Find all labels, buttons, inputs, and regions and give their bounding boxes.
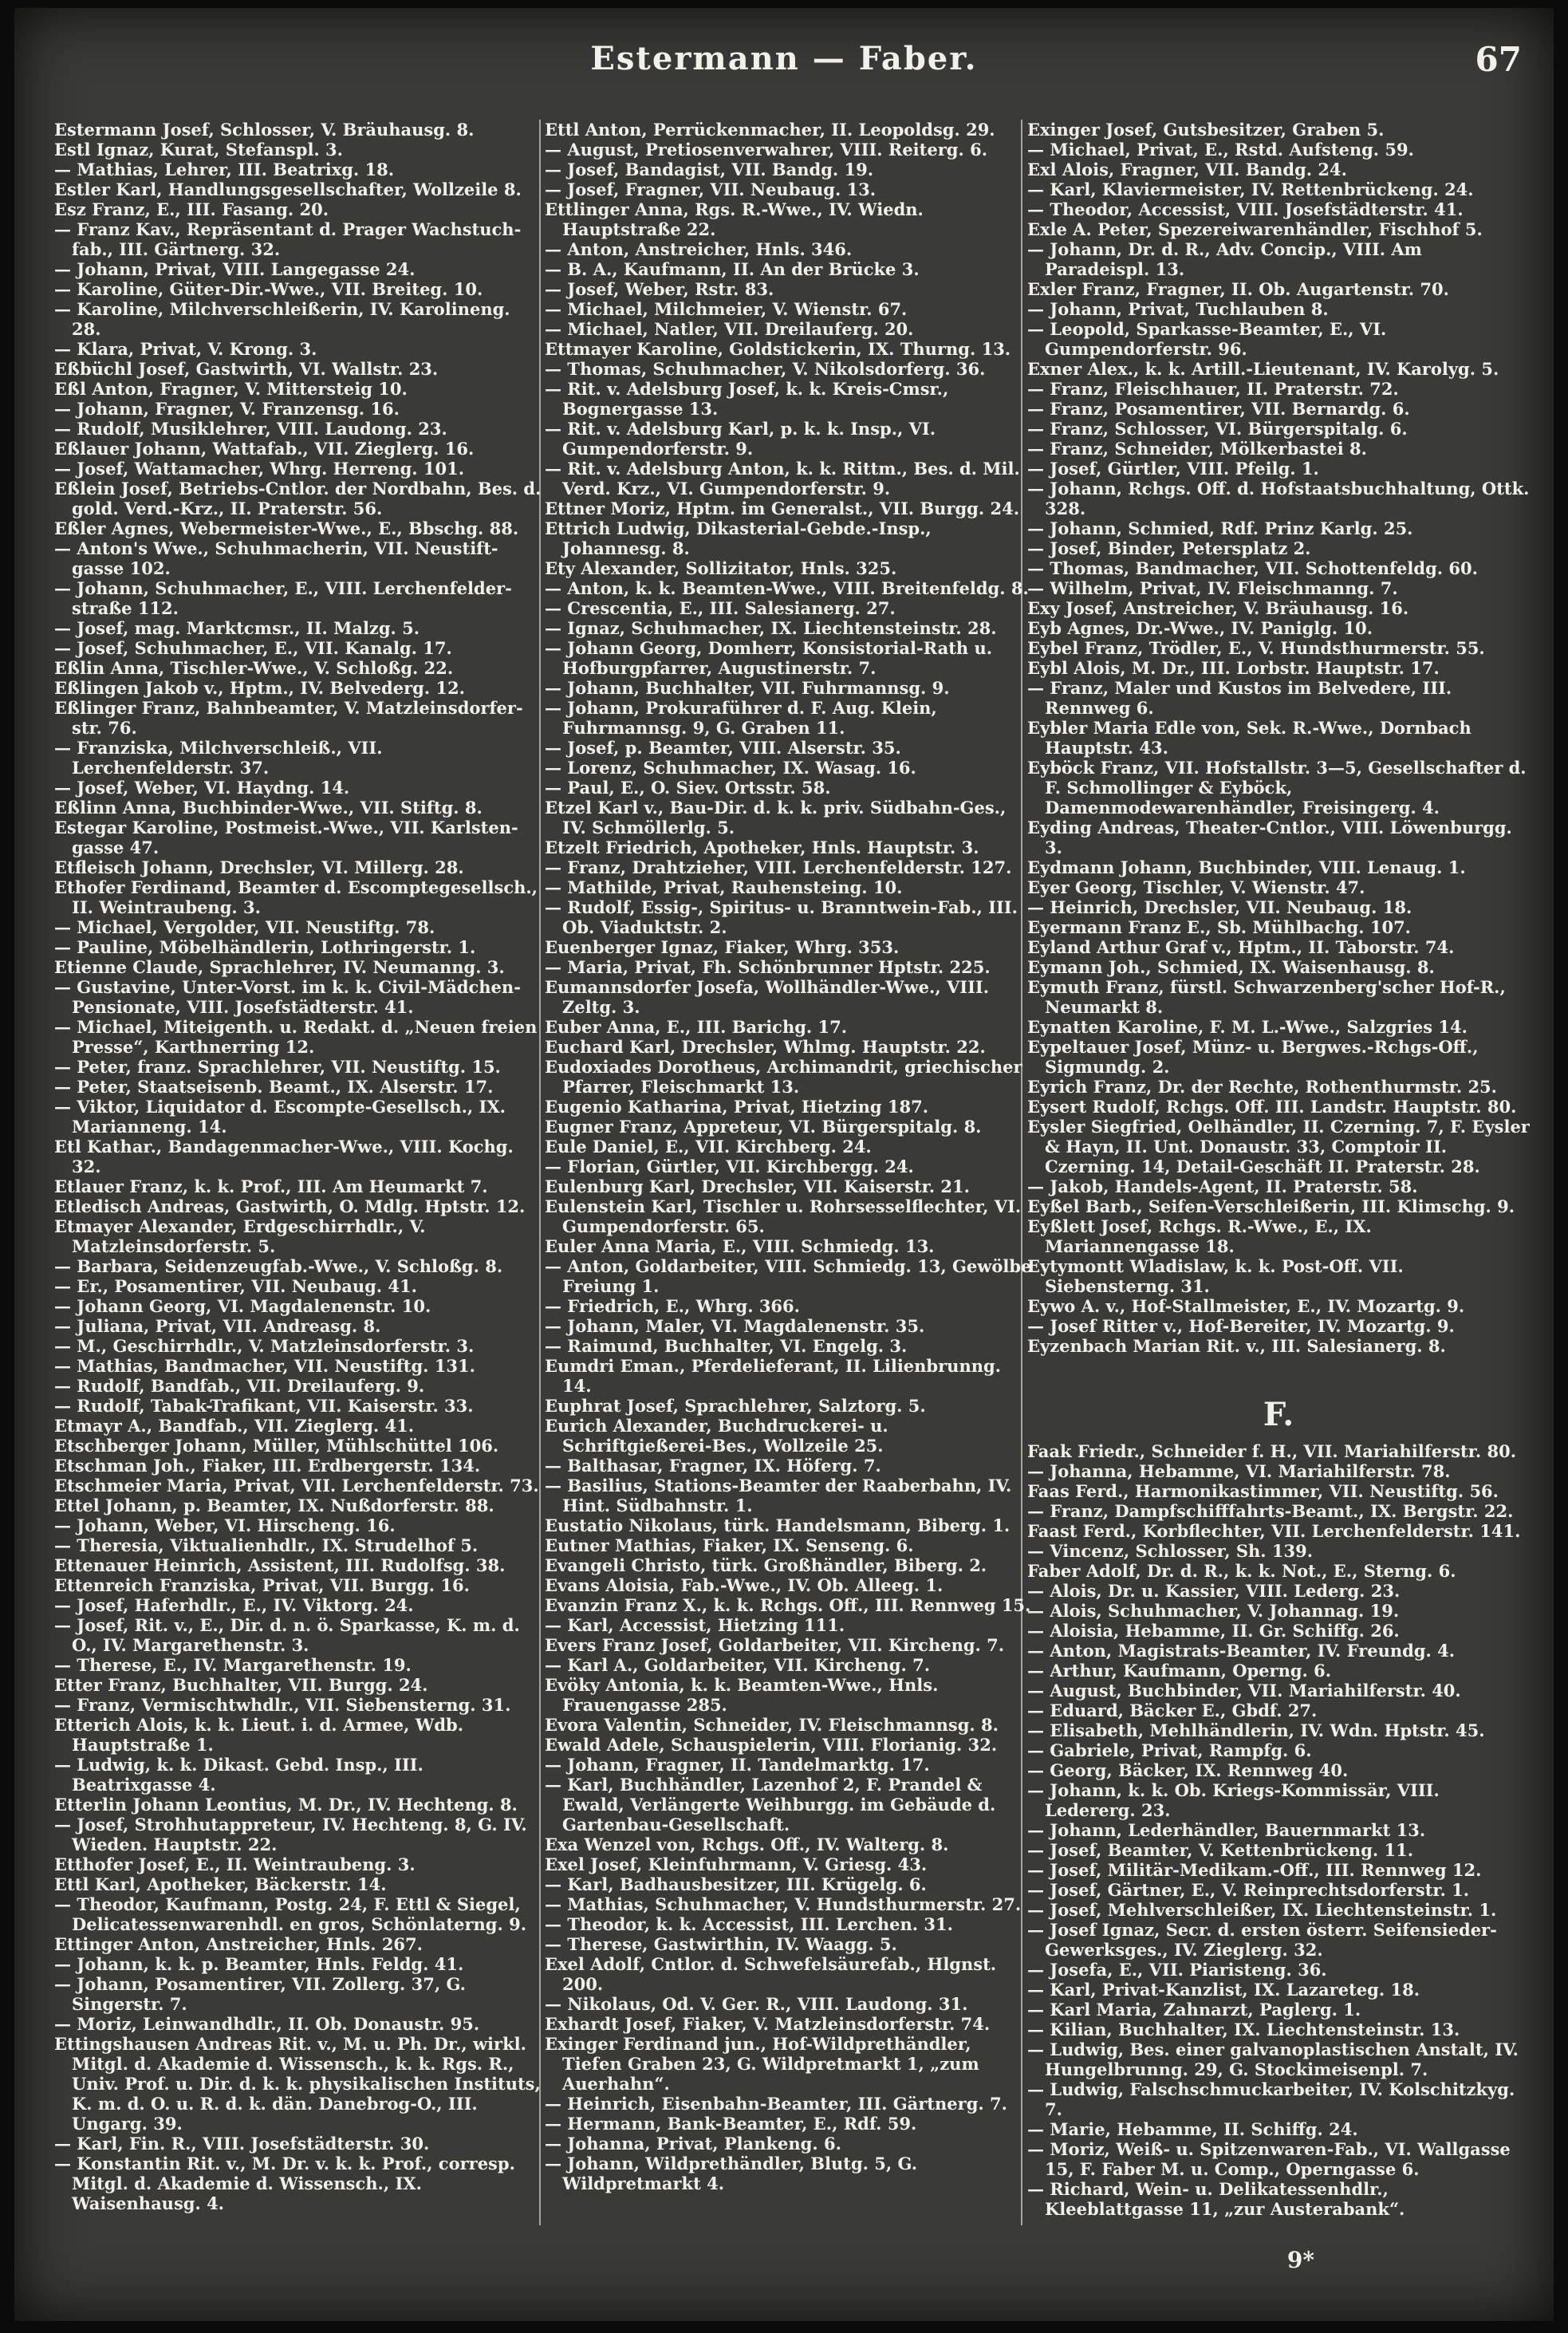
directory-entry: Eudoxiades Dorotheus, Archimandrit, griechischer Pfarrer, Fleischmarkt 13.	[545, 1057, 1022, 1097]
directory-entry: — Johann, Posamentirer, VII. Zollerg. 37, G. Singerstr. 7.	[54, 1974, 466, 2014]
directory-entry: Exinger Josef, Gutsbesitzer, Graben 5.	[1027, 120, 1385, 140]
directory-entry: — Crescentia, E., III. Salesianerg. 27.	[545, 598, 896, 618]
directory-entry: Eugenio Katharina, Privat, Hietzing 187.	[545, 1097, 929, 1117]
directory-entry: — Johann, k. k. Ob. Kriegs-Kommissär, VIII. Ledererg. 23.	[1027, 1780, 1440, 1820]
directory-entry: Euchard Karl, Drechsler, Whlmg. Hauptstr. 22.	[545, 1037, 986, 1057]
directory-entry: — Johann Georg, VI. Magdalenenstr. 10.	[54, 1296, 431, 1316]
directory-entry: — Josef, Mehlverschleißer, IX. Liechtensteinstr. 1.	[1027, 1900, 1497, 1920]
directory-entry: — Johann, Fragner, II. Tandelmarktg. 17.	[545, 1755, 930, 1775]
directory-entry: Etienne Claude, Sprachlehrer, IV. Neumanng. 3.	[54, 957, 505, 977]
directory-entry: — Michael, Milchmeier, V. Wienstr. 67.	[545, 299, 908, 319]
directory-entry: Faak Friedr., Schneider f. H., VII. Mariahilferstr. 80.	[1027, 1441, 1517, 1461]
directory-entry: — Rudolf, Tabak-Trafikant, VII. Kaiserstr. 33.	[54, 1396, 474, 1416]
directory-entry: — Aloisia, Hebamme, II. Gr. Schiffg. 26.	[1027, 1621, 1400, 1641]
directory-entry: Exel Josef, Kleinfuhrmann, V. Griesg. 43.	[545, 1854, 928, 1874]
directory-entry: Esz Franz, E., III. Fasang. 20.	[54, 199, 329, 219]
directory-entry: Ettlinger Anna, Rgs. R.-Wwe., IV. Wiedn. Hauptstraße 22.	[545, 199, 924, 239]
directory-entry: Etterich Alois, k. k. Lieut. i. d. Armee, Wdb. Hauptstraße 1.	[54, 1715, 464, 1755]
directory-entry: Eyßlett Josef, Rchgs. R.-Wwe., E., IX. Mariannengasse 18.	[1027, 1216, 1372, 1256]
directory-entry: — Rit. v. Adelsburg Anton, k. k. Rittm., Bes. d. Mil. Verd. Krz., VI. Gumpendorferstr. 9.	[545, 459, 1020, 499]
directory-entry: — Josef, Gürtler, VIII. Pfeilg. 1.	[1027, 459, 1319, 479]
directory-entry: Evora Valentin, Schneider, IV. Fleischmannsg. 8.	[545, 1715, 999, 1735]
directory-entry: — Karoline, Güter-Dir.-Wwe., VII. Breiteg. 10.	[54, 279, 483, 299]
directory-entry: — Ludwig, Bes. einer galvanoplastischen Anstalt, IV. Hungelbrunng. 29, G. Stockimeisenpl. 7.	[1027, 2039, 1519, 2079]
directory-entry: — Therese, Gastwirthin, IV. Waagg. 5.	[545, 1934, 897, 1954]
directory-entry: — Josef Ritter v., Hof-Bereiter, IV. Mozartg. 9.	[1027, 1316, 1455, 1336]
directory-entry: Eyer Georg, Tischler, V. Wienstr. 47.	[1027, 877, 1365, 897]
directory-entry: Etzelt Friedrich, Apotheker, Hnls. Hauptstr. 3.	[545, 837, 979, 857]
directory-entry: — Franz Kav., Repräsentant d. Prager Wachstuch-fab., III. Gärtnerg. 32.	[54, 219, 522, 259]
directory-entry: — Karl Maria, Zahnarzt, Paglerg. 1.	[1027, 2000, 1361, 2020]
directory-entry: — Karl, Accessist, Hietzing 111.	[545, 1615, 845, 1635]
directory-entry: Evans Aloisia, Fab.-Wwe., IV. Ob. Alleeg. 1.	[545, 1575, 944, 1595]
directory-entry: — Michael, Miteigenth. u. Redakt. d. „Neuen freien Presse“, Karthnerring 12.	[54, 1017, 538, 1057]
directory-entry: Ettinger Anton, Anstreicher, Hnls. 267.	[54, 1934, 423, 1954]
directory-entry: — Johann, Schuhmacher, E., VIII. Lerchenfelder-straße 112.	[54, 578, 512, 618]
directory-entry: Eyböck Franz, VII. Hofstallstr. 3—5, Gesellschafter d. F. Schmollinger & Eyböck, Damenmodewarenhändler, Freisingerg. 4.	[1027, 758, 1527, 818]
directory-entry: Ettingshausen Andreas Rit. v., M. u. Ph. Dr., wirkl. Mitgl. d. Akademie d. Wissensch., k. k. Rgs. R., Univ. Prof. u. Dir. d. k. k. physikalischen Instituts, K. m. d. O. u. R. d. k. dän. Danebrog-O., III. Ungarg. 39.	[54, 2034, 541, 2134]
directory-entry: Euphrat Josef, Sprachlehrer, Salztorg. 5.	[545, 1396, 926, 1416]
directory-entry: — Rit. v. Adelsburg Josef, k. k. Kreis-Cmsr., Bognergasse 13.	[545, 379, 949, 419]
directory-entry: — Lorenz, Schuhmacher, IX. Wasag. 16.	[545, 758, 916, 778]
directory-entry: — Karl, Badhausbesitzer, III. Krügelg. 6.	[545, 1874, 927, 1894]
directory-entry: — Franz, Vermischtwhdlr., VII. Siebensterng. 31.	[54, 1695, 511, 1715]
directory-entry: — Josef, Haferhdlr., E., IV. Viktorg. 24.	[54, 1595, 414, 1615]
directory-entry: Exy Josef, Anstreicher, V. Bräuhausg. 16.	[1027, 598, 1409, 618]
directory-entry: Ettmayer Karoline, Goldstickerin, IX. Thurng. 13.	[545, 339, 1011, 359]
directory-entry: — Theodor, Kaufmann, Postg. 24, F. Ettl & Siegel, Delicatessenwarenhdl. en gros, Schönlaterng. 9.	[54, 1894, 527, 1934]
directory-entry: — Josef, Weber, Rstr. 83.	[545, 279, 774, 299]
directory-entry: — Karl, Klaviermeister, IV. Rettenbrückeng. 24.	[1027, 179, 1474, 199]
directory-entry: Eyermann Franz E., Sb. Mühlbachg. 107.	[1027, 917, 1411, 937]
directory-entry: Etter Franz, Buchhalter, VII. Burgg. 24.	[54, 1675, 428, 1695]
directory-entry: Eywo A. v., Hof-Stallmeister, E., IV. Mozartg. 9.	[1027, 1296, 1465, 1316]
directory-entry: Exel Adolf, Cntlor. d. Schwefelsäurefab., Hlgnst. 200.	[545, 1954, 997, 1994]
directory-entry: Eßlingen Jakob v., Hptm., IV. Belvederg. 12.	[54, 678, 465, 698]
directory-entry: Eule Daniel, E., VII. Kirchberg. 24.	[545, 1137, 872, 1157]
directory-entry: — Josef, Schuhmacher, E., VII. Kanalg. 17.	[54, 638, 452, 658]
directory-entry: — Thomas, Bandmacher, VII. Schottenfeldg. 60.	[1027, 558, 1478, 578]
directory-entry: — Juliana, Privat, VII. Andreasg. 8.	[54, 1316, 381, 1336]
directory-entry: Ettrich Ludwig, Dikasterial-Gebde.-Insp., Johannesg. 8.	[545, 518, 932, 558]
directory-entry: Eysler Siegfried, Oelhändler, II. Czerning. 7, F. Eysler & Hayn, II. Unt. Donaustr. 33, Comptoir II. Czerning. 14, Detail-Geschäft II. Praterstr. 28.	[1027, 1117, 1530, 1176]
directory-entry: Etschmeier Maria, Privat, VII. Lerchenfelderstr. 73.	[54, 1476, 539, 1496]
directory-entry: Eßbüchl Josef, Gastwirth, VI. Wallstr. 23.	[54, 359, 439, 379]
directory-entry: — Johann, Fragner, V. Franzensg. 16.	[54, 399, 400, 419]
directory-entry: — Josef, Beamter, V. Kettenbrückeng. 11.	[1027, 1840, 1414, 1860]
directory-entry: — Johann, Maler, VI. Magdalenenstr. 35.	[545, 1316, 925, 1336]
directory-entry: — Heinrich, Eisenbahn-Beamter, III. Gärtnerg. 7.	[545, 2094, 1007, 2114]
directory-entry: Etl Kathar., Bandagenmacher-Wwe., VIII. Kochg. 32.	[54, 1137, 514, 1176]
directory-entry: Eydmann Johann, Buchbinder, VIII. Lenaug. 1.	[1027, 857, 1466, 877]
directory-entry: — Richard, Wein- u. Delikatessenhdlr., Kleeblattgasse 11, „zur Austerabank“.	[1027, 2179, 1405, 2219]
signature-mark: 9*	[1286, 2247, 1314, 2273]
directory-entry: — Moriz, Leinwandhdlr., II. Ob. Donaustr. 95.	[54, 2014, 480, 2034]
directory-entry: — Ignaz, Schuhmacher, IX. Liechtensteinstr. 28.	[545, 618, 997, 638]
directory-entry: — Ludwig, Falschschmuckarbeiter, IV. Kolschitzkyg. 7.	[1027, 2079, 1515, 2119]
directory-entry: Eugner Franz, Appreteur, VI. Bürgerspitalg. 8.	[545, 1117, 982, 1137]
directory-entry: — Therese, E., IV. Margarethenstr. 19.	[54, 1655, 412, 1675]
directory-entry: — Kilian, Buchhalter, IX. Liechtensteinstr. 13.	[1027, 2020, 1460, 2039]
directory-entry: — Franz, Schneider, Mölkerbastei 8.	[1027, 439, 1367, 459]
directory-entry: Euenberger Ignaz, Fiaker, Whrg. 353.	[545, 937, 900, 957]
page-number: 67	[1475, 40, 1522, 79]
directory-entry: Eßlauer Johann, Wattafab., VII. Zieglerg. 16.	[54, 439, 475, 459]
directory-entry: — Hermann, Bank-Beamter, E., Rdf. 59.	[545, 2114, 917, 2134]
directory-entry: — Karl A., Goldarbeiter, VII. Kircheng. 7.	[545, 1655, 931, 1675]
directory-entry: — Alois, Dr. u. Kassier, VIII. Lederg. 23.	[1027, 1581, 1401, 1601]
directory-entry: Eyßel Barb., Seifen-Verschleißerin, III. Klimschg. 9.	[1027, 1196, 1515, 1216]
directory-entry: — Anton, k. k. Beamten-Wwe., VIII. Breitenfeldg. 8.	[545, 578, 1029, 598]
directory-entry: — Johann, Dr. d. R., Adv. Concip., VIII. Am Paradeispl. 13.	[1027, 239, 1422, 279]
directory-entry: Estler Karl, Handlungsgesellschafter, Wollzeile 8.	[54, 179, 522, 199]
directory-entry: Eybl Alois, M. Dr., III. Lorbstr. Hauptstr. 17.	[1027, 658, 1440, 678]
directory-entry: — Wilhelm, Privat, IV. Fleischmanng. 7.	[1027, 578, 1398, 598]
directory-entry: Eßl Anton, Fragner, V. Mittersteig 10.	[54, 379, 408, 399]
directory-entry: — Konstantin Rit. v., M. Dr. v. k. k. Prof., corresp. Mitgl. d. Akademie d. Wissensch., IX. Waisenhausg. 4.	[54, 2154, 515, 2213]
directory-entry: — Nikolaus, Od. V. Ger. R., VIII. Laudong. 31.	[545, 1994, 968, 2014]
directory-entry: Ety Alexander, Sollizitator, Hnls. 325.	[545, 558, 897, 578]
directory-entry: Etlauer Franz, k. k. Prof., III. Am Heumarkt 7.	[54, 1176, 488, 1196]
directory-entry: — Johann, Lederhändler, Bauernmarkt 13.	[1027, 1820, 1426, 1840]
directory-entry: — August, Pretiosenverwahrer, VIII. Reiterg. 6.	[545, 140, 988, 160]
section-letter: F.	[1263, 1396, 1294, 1433]
directory-entry: — Anton's Wwe., Schuhmacherin, VII. Neustift-gasse 102.	[54, 538, 498, 578]
directory-entry: Estermann Josef, Schlosser, V. Bräuhausg. 8.	[54, 120, 475, 140]
directory-entry: — Johann, Privat, Tuchlauben 8.	[1027, 299, 1329, 319]
directory-entry: Estegar Karoline, Postmeist.-Wwe., VII. Karlsten-gasse 47.	[54, 818, 518, 857]
directory-entry: Eßlinger Franz, Bahnbeamter, V. Matzleinsdorfer-str. 76.	[54, 698, 523, 738]
directory-entry: — Franz, Drahtzieher, VIII. Lerchenfelderstr. 127.	[545, 857, 1012, 877]
directory-entry: Ettel Johann, p. Beamter, IX. Nußdorferstr. 88.	[54, 1496, 494, 1515]
directory-column-1	[54, 120, 545, 2257]
directory-entry: Ettenauer Heinrich, Assistent, III. Rudolfsg. 38.	[54, 1555, 506, 1575]
directory-entry: — Rudolf, Essig-, Spiritus- u. Branntwein-Fab., III. Ob. Viaduktstr. 2.	[545, 897, 1018, 937]
directory-entry: — Josef, Gärtner, E., V. Reinprechtsdorferstr. 1.	[1027, 1880, 1470, 1900]
directory-entry: — Heinrich, Drechsler, VII. Neubaug. 18.	[1027, 897, 1412, 917]
directory-entry: Eßler Agnes, Webermeister-Wwe., E., Bbschg. 88.	[54, 518, 519, 538]
directory-entry: — August, Buchbinder, VII. Mariahilferstr. 40.	[1027, 1681, 1461, 1700]
directory-entry: Eustatio Nikolaus, türk. Handelsmann, Biberg. 1.	[545, 1515, 1011, 1535]
directory-entry: — Johann, Weber, VI. Hirscheng. 16.	[54, 1515, 396, 1535]
directory-entry: — Josef, Fragner, VII. Neubaug. 13.	[545, 179, 877, 199]
directory-entry: — Franz, Schlosser, VI. Bürgerspitalg. 6.	[1027, 419, 1408, 439]
directory-entry: — Marie, Hebamme, II. Schiffg. 24.	[1027, 2119, 1358, 2139]
directory-entry: — Gustavine, Unter-Vorst. im k. k. Civil-Mädchen-Pensionate, VIII. Josefstädterstr. 41.	[54, 977, 521, 1017]
running-head: Estermann — Faber.	[590, 40, 978, 77]
directory-entry: — Arthur, Kaufmann, Operng. 6.	[1027, 1661, 1332, 1681]
directory-entry: — Alois, Schuhmacher, V. Johannag. 19.	[1027, 1601, 1400, 1621]
directory-entry: — Mathias, Schuhmacher, V. Hundsthurmerstr. 27.	[545, 1894, 1022, 1914]
directory-entry: Ewald Adele, Schauspielerin, VIII. Florianig. 32.	[545, 1735, 998, 1755]
directory-entry: Exler Franz, Fragner, II. Ob. Augartenstr. 70.	[1027, 279, 1449, 299]
directory-entry: — Karoline, Milchverschleißerin, IV. Karolineng. 28.	[54, 299, 510, 339]
directory-entry: — Gabriele, Privat, Rampfg. 6.	[1027, 1740, 1312, 1760]
directory-entry: Evöky Antonia, k. k. Beamten-Wwe., Hnls. Frauengasse 285.	[545, 1675, 939, 1715]
directory-entry: Eumdri Eman., Pferdelieferant, II. Lilienbrunng. 14.	[545, 1356, 1001, 1396]
directory-entry: Eymuth Franz, fürstl. Schwarzenberg'scher Hof-R., Neumarkt 8.	[1027, 977, 1506, 1017]
directory-entry: — Basilius, Stations-Beamter der Raaberbahn, IV. Hint. Südbahnstr. 1.	[545, 1476, 1012, 1515]
directory-entry: — Josef Ignaz, Secr. d. ersten österr. Seifensieder-Gewerksges., IV. Zieglerg. 32.	[1027, 1920, 1497, 1960]
directory-entry: Ettenreich Franziska, Privat, VII. Burgg. 16.	[54, 1575, 470, 1595]
directory-entry: — Theresia, Viktualienhdlr., IX. Strudelhof 5.	[54, 1535, 479, 1555]
directory-entry: Eynatten Karoline, F. M. L.-Wwe., Salzgries 14.	[1027, 1017, 1468, 1037]
directory-entry: — Mathias, Bandmacher, VII. Neustiftg. 131.	[54, 1356, 475, 1376]
directory-entry: Etledisch Andreas, Gastwirth, O. Mdlg. Hptstr. 12.	[54, 1196, 526, 1216]
directory-entry: Exa Wenzel von, Rchgs. Off., IV. Walterg. 8.	[545, 1834, 949, 1854]
directory-entry: Evangeli Christo, türk. Großhändler, Biberg. 2.	[545, 1555, 987, 1575]
directory-entry: Ettl Anton, Perrückenmacher, II. Leopoldsg. 29.	[545, 120, 995, 140]
directory-entry: — Thomas, Schuhmacher, V. Nikolsdorferg. 36.	[545, 359, 986, 379]
directory-entry: — Josef, mag. Marktcmsr., II. Malzg. 5.	[54, 618, 420, 638]
directory-entry: Exner Alex., k. k. Artill.-Lieutenant, IV. Karolyg. 5.	[1027, 359, 1499, 379]
directory-entry: — Franz, Posamentirer, VII. Bernardg. 6.	[1027, 399, 1410, 419]
directory-entry: Exhardt Josef, Fiaker, V. Matzleinsdorferstr. 74.	[545, 2014, 991, 2034]
directory-entry: Exle A. Peter, Spezereiwarenhändler, Fischhof 5.	[1027, 219, 1483, 239]
directory-entry: Faas Ferd., Harmonikastimmer, VII. Neustiftg. 56.	[1027, 1481, 1499, 1501]
directory-entry: Faast Ferd., Korbflechter, VII. Lerchenfelderstr. 141.	[1027, 1521, 1521, 1541]
directory-entry: — Josef, Strohhutappreteur, IV. Hechteng. 8, G. IV. Wieden. Hauptstr. 22.	[54, 1815, 527, 1854]
directory-entry: — Elisabeth, Mehlhändlerin, IV. Wdn. Hptstr. 45.	[1027, 1720, 1485, 1740]
directory-entry: — Leopold, Sparkasse-Beamter, E., VI. Gumpendorferstr. 96.	[1027, 319, 1387, 359]
directory-entry: Evanzin Franz X., k. k. Rchgs. Off., III. Rennweg 15.	[545, 1595, 1031, 1615]
directory-entry: — Josef, Wattamacher, Whrg. Herreng. 101.	[54, 459, 465, 479]
directory-entry: — Theodor, k. k. Accessist, III. Lerchen. 31.	[545, 1914, 953, 1934]
directory-entry: — Ludwig, k. k. Dikast. Gebd. Insp., III. Beatrixgasse 4.	[54, 1755, 424, 1795]
directory-entry: — Barbara, Seidenzeugfab.-Wwe., V. Schloßg. 8.	[54, 1256, 503, 1276]
directory-entry: Eurich Alexander, Buchdruckerei- u. Schriftgießerei-Bes., Wollzeile 25.	[545, 1416, 888, 1456]
directory-entry: Estl Ignaz, Kurat, Stefanspl. 3.	[54, 140, 343, 160]
directory-entry: — Michael, Natler, VII. Dreilauferg. 20.	[545, 319, 914, 339]
directory-entry: — Johann, Rchgs. Off. d. Hofstaatsbuchhaltung, Ottk. 328.	[1027, 479, 1530, 518]
directory-entry: Eulenstein Karl, Tischler u. Rohrsesselflechter, VI. Gumpendorferstr. 65.	[545, 1196, 1022, 1236]
directory-entry: Eßlin Anna, Tischler-Wwe., V. Schloßg. 22.	[54, 658, 454, 678]
directory-entry: — Raimund, Buchhalter, VI. Engelg. 3.	[545, 1336, 908, 1356]
directory-entry: — Georg, Bäcker, IX. Rennweg 40.	[1027, 1760, 1349, 1780]
directory-entry: — Michael, Vergolder, VII. Neustiftg. 78.	[54, 917, 435, 937]
directory-entry: — Friedrich, E., Whrg. 366.	[545, 1296, 800, 1316]
directory-entry: Faber Adolf, Dr. d. R., k. k. Not., E., Sterng. 6.	[1027, 1561, 1456, 1581]
directory-entry: — Er., Posamentirer, VII. Neubaug. 41.	[54, 1276, 417, 1296]
directory-entry: — Josef, Binder, Petersplatz 2.	[1027, 538, 1311, 558]
directory-entry: — Johann Georg, Domherr, Konsistorial-Rath u. Hofburgpfarrer, Augustinerstr. 7.	[545, 638, 993, 678]
directory-entry: — Johann, Buchhalter, VII. Fuhrmannsg. 9.	[545, 678, 950, 698]
directory-entry: — Pauline, Möbelhändlerin, Lothringerstr. 1.	[54, 937, 476, 957]
directory-entry: Eybler Maria Edle von, Sek. R.-Wwe., Dornbach Hauptstr. 43.	[1027, 718, 1471, 758]
directory-entry: — Josef, p. Beamter, VIII. Alserstr. 35.	[545, 738, 901, 758]
directory-entry: — Theodor, Accessist, VIII. Josefstädterstr. 41.	[1027, 199, 1464, 219]
directory-entry: Eumannsdorfer Josefa, Wollhändler-Wwe., VIII. Zeltg. 3.	[545, 977, 990, 1017]
directory-entry: — Karl, Privat-Kanzlist, IX. Lazareteg. 18.	[1027, 1980, 1420, 2000]
directory-entry: Eyb Agnes, Dr.-Wwe., IV. Paniglg. 10.	[1027, 618, 1373, 638]
directory-entry: Ettner Moriz, Hptm. im Generalst., VII. Burgg. 24.	[545, 499, 1020, 518]
directory-entry: — Viktor, Liquidator d. Escompte-Gesellsch., IX. Marianneng. 14.	[54, 1097, 506, 1137]
directory-entry: — Michael, Privat, E., Rstd. Aufsteng. 59.	[1027, 140, 1414, 160]
directory-entry: Eutner Mathias, Fiaker, IX. Senseng. 6.	[545, 1535, 914, 1555]
directory-entry: — Moriz, Weiß- u. Spitzenwaren-Fab., VI. Wallgasse 15, F. Faber M. u. Comp., Operngasse 6.	[1027, 2139, 1511, 2179]
directory-entry: Eyding Andreas, Theater-Cntlor., VIII. Löwenburgg. 3.	[1027, 818, 1512, 857]
directory-entry: Etthofer Josef, E., II. Weintraubeng. 3.	[54, 1854, 416, 1874]
directory-entry: Eyland Arthur Graf v., Hptm., II. Taborstr. 74.	[1027, 937, 1455, 957]
directory-entry: Ettl Karl, Apotheker, Bäckerstr. 14.	[54, 1874, 387, 1894]
directory-entry: — Vincenz, Schlosser, Sh. 139.	[1027, 1541, 1314, 1561]
directory-entry: Exinger Ferdinand jun., Hof-Wildprethändler, Tiefen Graben 23, G. Wildpretmarkt 1, „zum Auerhahn“.	[545, 2034, 979, 2094]
directory-entry: — Josefa, E., VII. Piaristeng. 36.	[1027, 1960, 1327, 1980]
directory-entry: Etmayr A., Bandfab., VII. Zieglerg. 41.	[54, 1416, 415, 1436]
directory-entry: — Josef, Bandagist, VII. Bandg. 19.	[545, 160, 874, 179]
directory-entry: — Mathias, Lehrer, III. Beatrixg. 18.	[54, 160, 395, 179]
directory-entry: — Johann, Wildprethändler, Blutg. 5, G. Wildpretmarkt 4.	[545, 2154, 918, 2193]
directory-entry: — Rudolf, Bandfab., VII. Dreilauferg. 9.	[54, 1376, 425, 1396]
directory-entry: — Klara, Privat, V. Krong. 3.	[54, 339, 317, 359]
directory-entry: Eßlein Josef, Betriebs-Cntlor. der Nordbahn, Bes. d. gold. Verd.-Krz., II. Praterstr. 56.	[54, 479, 542, 518]
page-header	[14, 40, 1554, 96]
directory-column-2	[545, 120, 1035, 2257]
directory-entry: — Josef, Weber, VI. Haydng. 14.	[54, 778, 350, 798]
directory-entry: — Johann, Prokuraführer d. F. Aug. Klein, Fuhrmannsg. 9, G. Graben 11.	[545, 698, 937, 738]
directory-entry: — Josef, Rit. v., E., Dir. d. n. ö. Sparkasse, K. m. d. O., IV. Margarethenstr. 3.	[54, 1615, 520, 1655]
directory-entry: — Eduard, Bäcker E., Gbdf. 27.	[1027, 1700, 1318, 1720]
directory-entry: — Rit. v. Adelsburg Karl, p. k. k. Insp., VI. Gumpendorferstr. 9.	[545, 419, 936, 459]
directory-entry: — Rudolf, Musiklehrer, VIII. Laudong. 23.	[54, 419, 447, 439]
directory-entry: — Anton, Anstreicher, Hnls. 346.	[545, 239, 853, 259]
directory-entry: — Peter, franz. Sprachlehrer, VII. Neustiftg. 15.	[54, 1057, 501, 1077]
directory-entry: Etterlin Johann Leontius, M. Dr., IV. Hechteng. 8.	[54, 1795, 518, 1815]
directory-entry: — Karl, Fin. R., VIII. Josefstädterstr. 30.	[54, 2134, 430, 2154]
directory-entry: Etschman Joh., Fiaker, III. Erdbergerstr. 134.	[54, 1456, 481, 1476]
directory-entry: — Johanna, Privat, Plankeng. 6.	[545, 2134, 841, 2154]
directory-entry: Eysert Rudolf, Rchgs. Off. III. Landstr. Hauptstr. 80.	[1027, 1097, 1517, 1117]
directory-entry: Eybel Franz, Trödler, E., V. Hundsthurmerstr. 55.	[1027, 638, 1485, 658]
directory-entry: — Mathilde, Privat, Rauhensteing. 10.	[545, 877, 903, 897]
directory-entry: — Jakob, Handels-Agent, II. Praterstr. 58.	[1027, 1176, 1418, 1196]
directory-entry: Eypeltauer Josef, Münz- u. Bergwes.-Rchgs-Off., Sigmundg. 2.	[1027, 1037, 1479, 1077]
directory-entry: — Franziska, Milchverschleiß., VII. Lerchenfelderstr. 37.	[54, 738, 383, 778]
directory-entry: — Anton, Goldarbeiter, VIII. Schmiedg. 13, Gewölbe Freiung 1.	[545, 1256, 1032, 1296]
directory-entry: — Peter, Staatseisenb. Beamt., IX. Alserstr. 17.	[54, 1077, 494, 1097]
directory-entry: — Josef, Militär-Medikam.-Off., III. Rennweg 12.	[1027, 1860, 1482, 1880]
directory-entry: — Johanna, Hebamme, VI. Mariahilferstr. 78.	[1027, 1461, 1451, 1481]
directory-entry: Euler Anna Maria, E., VIII. Schmiedg. 13.	[545, 1236, 935, 1256]
directory-entry: — B. A., Kaufmann, II. An der Brücke 3.	[545, 259, 920, 279]
directory-entry: — Johann, k. k. p. Beamter, Hnls. Feldg. 41.	[54, 1954, 464, 1974]
directory-entry: Eulenburg Karl, Drechsler, VII. Kaiserstr. 21.	[545, 1176, 970, 1196]
directory-entry: Ethofer Ferdinand, Beamter d. Escomptegesellsch., II. Weintraubeng. 3.	[54, 877, 538, 917]
directory-entry: — Maria, Privat, Fh. Schönbrunner Hptstr. 225.	[545, 957, 991, 977]
directory-entry: Etmayer Alexander, Erdgeschirrhdlr., V. Matzleinsdorferstr. 5.	[54, 1216, 426, 1256]
directory-entry: Eymann Joh., Schmied, IX. Waisenhausg. 8.	[1027, 957, 1435, 977]
directory-entry: — Balthasar, Fragner, IX. Höferg. 7.	[545, 1456, 881, 1476]
directory-entry: Eßlinn Anna, Buchbinder-Wwe., VII. Stiftg. 8.	[54, 798, 483, 818]
directory-column-3	[1027, 120, 1530, 2257]
directory-entry: Euber Anna, E., III. Barichg. 17.	[545, 1017, 848, 1037]
directory-entry: Eyzenbach Marian Rit. v., III. Salesianerg. 8.	[1027, 1336, 1446, 1356]
directory-entry: — Johann, Privat, VIII. Langegasse 24.	[54, 259, 416, 279]
directory-entry: — Johann, Schmied, Rdf. Prinz Karlg. 25.	[1027, 518, 1413, 538]
directory-entry: — Florian, Gürtler, VII. Kirchbergg. 24.	[545, 1157, 914, 1176]
directory-entry: — Anton, Magistrats-Beamter, IV. Freundg. 4.	[1027, 1641, 1456, 1661]
directory-entry: Evers Franz Josef, Goldarbeiter, VII. Kircheng. 7.	[545, 1635, 1005, 1655]
directory-entry: Etzel Karl v., Bau-Dir. d. k. k. priv. Südbahn-Ges., IV. Schmöllerlg. 5.	[545, 798, 1007, 837]
directory-entry: — Paul, E., O. Siev. Ortsstr. 58.	[545, 778, 831, 798]
directory-entry: — Karl, Buchhändler, Lazenhof 2, F. Prandel & Ewald, Verlängerte Weihburgg. im Gebäude d. Gartenbau-Gesellschaft.	[545, 1775, 996, 1834]
directory-entry: — Franz, Dampfschifffahrts-Beamt., IX. Bergstr. 22.	[1027, 1501, 1514, 1521]
directory-entry: Etschberger Johann, Müller, Mühlschüttel 106.	[54, 1436, 499, 1456]
directory-entry: Eytymontt Wladislaw, k. k. Post-Off. VII. Siebensterng. 31.	[1027, 1256, 1404, 1296]
directory-entry: Etfleisch Johann, Drechsler, VI. Millerg. 28.	[54, 857, 464, 877]
directory-entry: — Franz, Maler und Kustos im Belvedere, III. Rennweg 6.	[1027, 678, 1452, 718]
directory-entry: — Franz, Fleischhauer, II. Praterstr. 72.	[1027, 379, 1399, 399]
directory-page	[14, 8, 1554, 2321]
directory-entry: Eyrich Franz, Dr. der Rechte, Rothenthurmstr. 25.	[1027, 1077, 1497, 1097]
directory-entry: — M., Geschirrhdlr., V. Matzleinsdorferstr. 3.	[54, 1336, 475, 1356]
directory-entry: Exl Alois, Fragner, VII. Bandg. 24.	[1027, 160, 1347, 179]
